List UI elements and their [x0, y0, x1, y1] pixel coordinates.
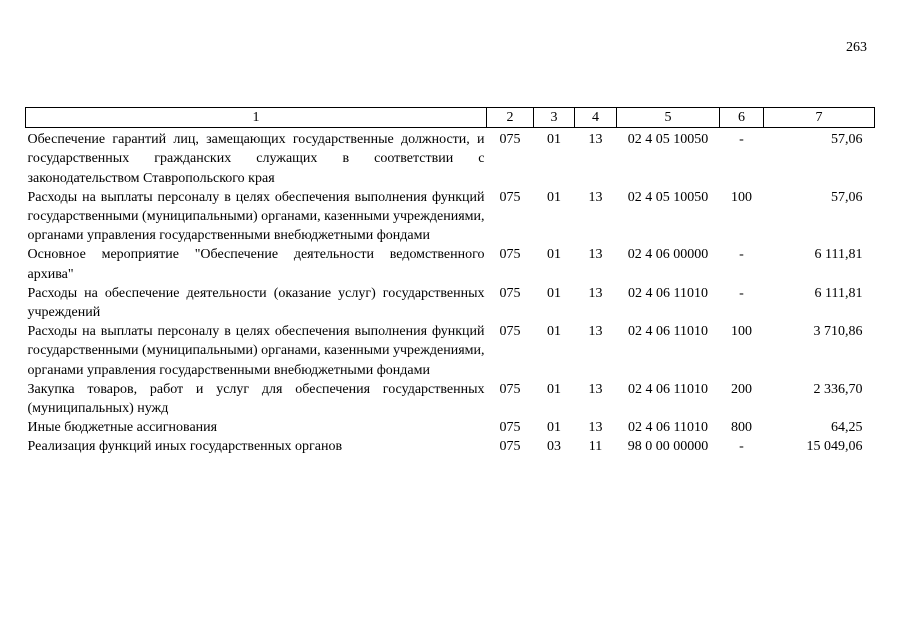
row-section-code: 01 [547, 132, 561, 148]
row-target-article: 02 4 06 11010 [628, 285, 708, 301]
row-section-code: 03 [547, 439, 561, 455]
header-col-7: 7 [764, 108, 875, 128]
row-description: Расходы на выплаты персоналу в целях обеспечения выполнения функций государственными (муниципальными) органами, казенными учреждениями, органами управления государственными внебюджетными фондами [27, 189, 485, 244]
row-section-code: 01 [547, 285, 561, 301]
header-col-1: 1 [26, 108, 487, 128]
row-ministry-code: 075 [499, 285, 521, 301]
row-subsection-code: 11 [588, 439, 603, 455]
row-amount: 57,06 [831, 189, 863, 205]
budget-table [25, 107, 875, 457]
row-ministry-code: 075 [499, 381, 521, 397]
row-amount: 6 111,81 [814, 247, 863, 263]
table-row [26, 128, 875, 188]
row-expense-type: - [739, 247, 744, 263]
row-description: Закупка товаров, работ и услуг для обеспечения государственных (муниципальных) нужд [27, 381, 485, 417]
row-target-article: 02 4 06 11010 [628, 324, 708, 340]
header-col-4: 4 [575, 108, 617, 128]
row-expense-type: 200 [731, 381, 752, 397]
row-subsection-code: 13 [588, 247, 603, 263]
row-subsection-code: 13 [588, 420, 603, 436]
row-subsection-code: 13 [588, 189, 603, 205]
row-target-article: 98 0 00 00000 [627, 439, 709, 455]
row-section-code: 01 [547, 247, 561, 263]
row-expense-type: - [739, 285, 744, 301]
table-header [26, 108, 875, 128]
table-row [26, 245, 875, 283]
header-col-2: 2 [487, 108, 534, 128]
row-target-article: 02 4 05 10050 [627, 132, 709, 148]
row-target-article: 02 4 05 10050 [627, 189, 709, 205]
row-section-code: 01 [547, 324, 561, 340]
row-subsection-code: 13 [588, 381, 603, 397]
row-subsection-code: 13 [588, 132, 603, 148]
row-description: Расходы на обеспечение деятельности (оказание услуг) государственных учреждений [27, 285, 485, 321]
row-amount: 64,25 [831, 420, 863, 436]
row-section-code: 01 [547, 420, 561, 436]
table-body [26, 128, 875, 457]
header-col-3: 3 [534, 108, 575, 128]
row-ministry-code: 075 [499, 247, 521, 263]
row-description: Расходы на выплаты персоналу в целях обеспечения выполнения функций государственными (муниципальными) органами, казенными учреждениями, органами управления государственными внебюджетными фондами [27, 324, 485, 378]
row-amount: 3 710,86 [813, 324, 863, 340]
row-subsection-code: 13 [588, 285, 603, 301]
header-row [26, 108, 875, 128]
row-target-article: 02 4 06 11010 [628, 381, 708, 397]
table-row [26, 380, 875, 418]
header-col-5: 5 [617, 108, 720, 128]
row-amount: 2 336,70 [813, 381, 863, 397]
row-description: Реализация функций иных государственных органов [27, 439, 343, 455]
table-row [26, 322, 875, 380]
row-expense-type: - [739, 439, 744, 455]
row-description: Обеспечение гарантий лиц, замещающих государственные должности, и государственных гражданских служащих в соответствии с законодательством Ставропольского края [27, 132, 485, 186]
table-row [26, 437, 875, 456]
row-expense-type: 100 [731, 324, 752, 340]
table-row [26, 284, 875, 322]
table-row [26, 418, 875, 437]
row-section-code: 01 [547, 381, 561, 397]
row-ministry-code: 075 [499, 189, 521, 205]
row-expense-type: 800 [731, 420, 752, 436]
row-description: Основное мероприятие "Обеспечение деятельности ведомственного архива" [27, 247, 485, 282]
row-ministry-code: 075 [499, 439, 521, 455]
row-section-code: 01 [547, 189, 561, 205]
row-ministry-code: 075 [499, 324, 521, 340]
row-subsection-code: 13 [588, 324, 603, 340]
row-target-article: 02 4 06 00000 [627, 247, 709, 263]
row-expense-type: 100 [731, 189, 752, 205]
page-number: 263 [846, 40, 867, 55]
row-expense-type: - [739, 132, 744, 148]
row-ministry-code: 075 [499, 132, 521, 148]
table-row [26, 188, 875, 246]
row-ministry-code: 075 [499, 420, 521, 436]
row-target-article: 02 4 06 11010 [628, 420, 708, 436]
header-col-6: 6 [720, 108, 764, 128]
row-amount: 57,06 [831, 132, 863, 148]
row-description: Иные бюджетные ассигнования [27, 420, 218, 436]
row-amount: 15 049,06 [806, 439, 863, 455]
row-amount: 6 111,81 [814, 285, 863, 301]
